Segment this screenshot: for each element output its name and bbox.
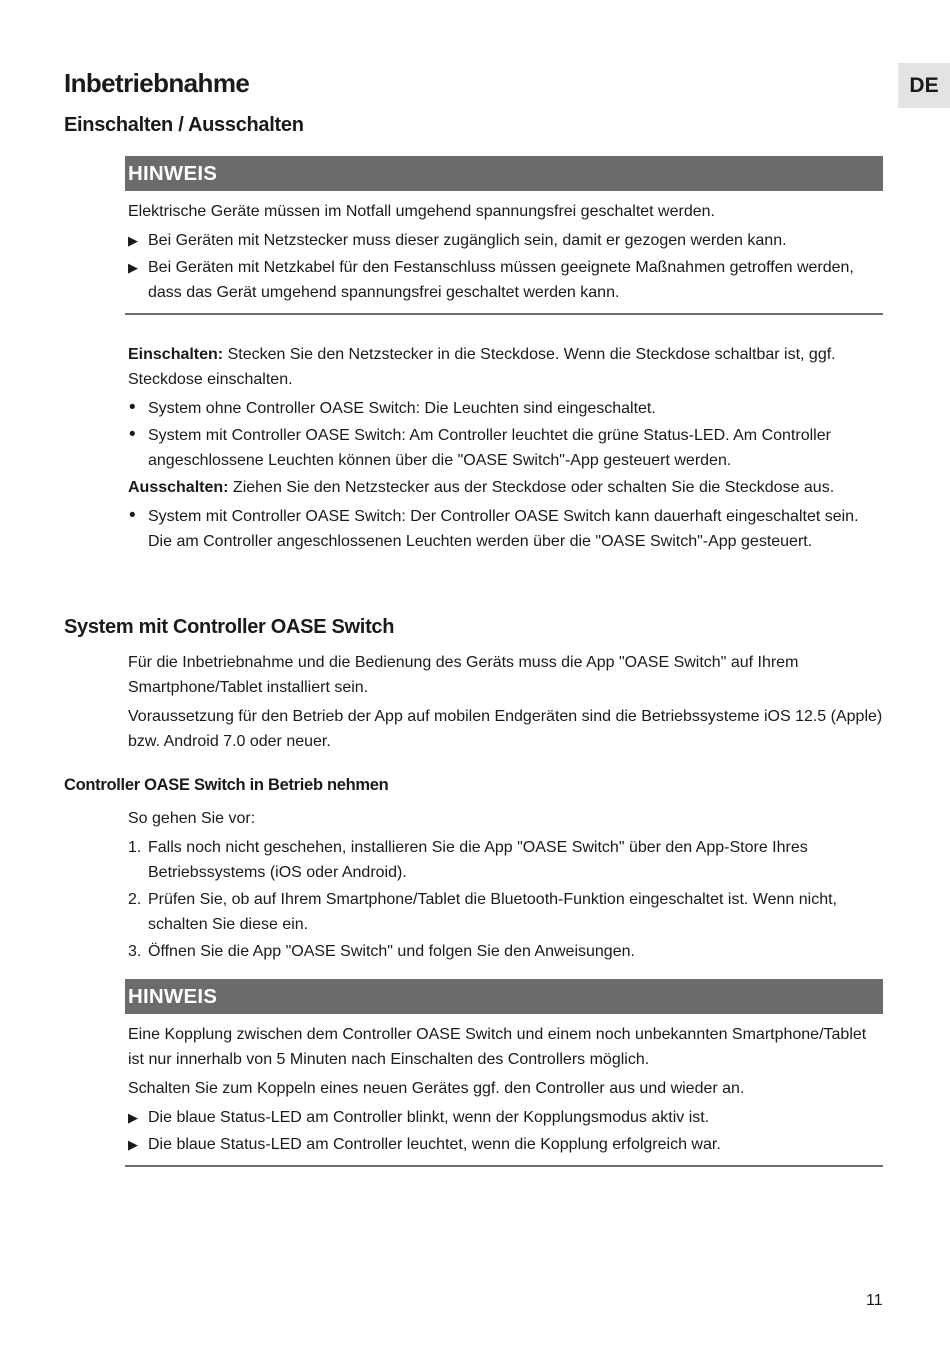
list-item: ▶ Bei Geräten mit Netzstecker muss dieser zugänglich sein, damit er gezogen werden kann. xyxy=(128,228,883,253)
triangle-right-icon: ▶ xyxy=(128,260,138,275)
triangle-right-icon: ▶ xyxy=(128,233,138,248)
notice-label: HINWEIS xyxy=(125,156,883,191)
language-tab: DE xyxy=(898,63,950,108)
step-number: 1. xyxy=(128,839,142,856)
page-title: Inbetriebnahme xyxy=(64,68,250,98)
paragraph: Voraussetzung für den Betrieb der App auf mobilen Endgeräten sind die Betriebssysteme iOS 12.5 (Apple) bzw. Android 7.0 oder neuer. xyxy=(128,708,883,750)
switch-instructions xyxy=(128,342,883,556)
list-item: ▶ Die blaue Status-LED am Controller blinkt, wenn der Kopplungsmodus aktiv ist. xyxy=(128,1105,883,1130)
notice-text: Elektrische Geräte müssen im Notfall umgehend spannungsfrei geschaltet werden. xyxy=(128,203,715,220)
switch-off-paragraph: Ausschalten: Ziehen Sie den Netzstecker aus der Steckdose oder schalten Sie die Steckdose aus. xyxy=(128,479,835,496)
switch-on-label: Einschalten: xyxy=(128,346,224,363)
triangle-right-icon: ▶ xyxy=(128,1137,138,1152)
heading-system-controller: System mit Controller OASE Switch xyxy=(64,616,395,638)
list-item: • System mit Controller OASE Switch: Der Controller OASE Switch kann dauerhaft eingeschaltet sein. Die am Controller angeschlossenen Leuchten werden über die "OASE Switch"-App gesteuert. xyxy=(129,505,859,550)
bullet-dot-icon: • xyxy=(129,397,136,418)
list-item: ▶ Bei Geräten mit Netzkabel für den Festanschluss müssen geeignete Maßnahmen getroffen werden, dass das Gerät umgehend spannungsfrei geschaltet werden kann. xyxy=(128,255,883,305)
list-item: • System ohne Controller OASE Switch: Die Leuchten sind eingeschaltet. xyxy=(129,397,656,418)
step-item: 3. Öffnen Sie die App "OASE Switch" und folgen Sie den Anweisungen. xyxy=(128,939,883,964)
step-number: 3. xyxy=(128,943,142,960)
step-number: 2. xyxy=(128,891,142,908)
system-description xyxy=(128,650,883,758)
step-item: 1. Falls noch nicht geschehen, installieren Sie die App "OASE Switch" über den App-Store Ihres Betriebssystems (iOS oder Android). xyxy=(128,835,883,885)
list-item: • System mit Controller OASE Switch: Am Controller leuchtet die grüne Status-LED. Am Controller angeschlossene Leuchten können über die "OASE Switch"-App gesteuert werden. xyxy=(129,424,831,469)
notice-box-pairing xyxy=(125,979,883,1167)
bullet-dot-icon: • xyxy=(129,424,136,445)
heading-controller-in-betrieb: Controller OASE Switch in Betrieb nehmen xyxy=(64,776,389,794)
paragraph: Für die Inbetriebnahme und die Bedienung des Geräts muss die App "OASE Switch" auf Ihrem Smartphone/Tablet installiert sein. xyxy=(128,654,799,696)
step-item: 2. Prüfen Sie, ob auf Ihrem Smartphone/Tablet die Bluetooth-Funktion eingeschaltet ist. Wenn nicht, schalten Sie diese ein. xyxy=(128,887,883,937)
steps-intro: So gehen Sie vor: xyxy=(128,810,256,827)
heading-einschalten-ausschalten: Einschalten / Ausschalten xyxy=(64,114,304,136)
notice-label: HINWEIS xyxy=(125,979,883,1014)
list-item: ▶ Die blaue Status-LED am Controller leuchtet, wenn die Kopplung erfolgreich war. xyxy=(128,1132,883,1157)
bullet-dot-icon: • xyxy=(129,505,136,526)
switch-on-paragraph: Einschalten: Stecken Sie den Netzstecker in die Steckdose. Wenn die Steckdose schaltbar ist, ggf. Steckdose einschalten. xyxy=(128,346,836,388)
setup-steps xyxy=(128,806,883,966)
page-number: 11 xyxy=(866,1292,883,1309)
notice-box-power xyxy=(125,156,883,315)
triangle-right-icon: ▶ xyxy=(128,1110,138,1125)
switch-off-label: Ausschalten: xyxy=(128,479,229,496)
notice-text: Eine Kopplung zwischen dem Controller OASE Switch und einem noch unbekannten Smartphone/Tablet ist nur innerhalb von 5 Minuten nach Einschalten des Controllers möglich. xyxy=(128,1026,867,1068)
notice-text: Schalten Sie zum Koppeln eines neuen Gerätes ggf. den Controller aus und wieder an. xyxy=(128,1080,745,1097)
